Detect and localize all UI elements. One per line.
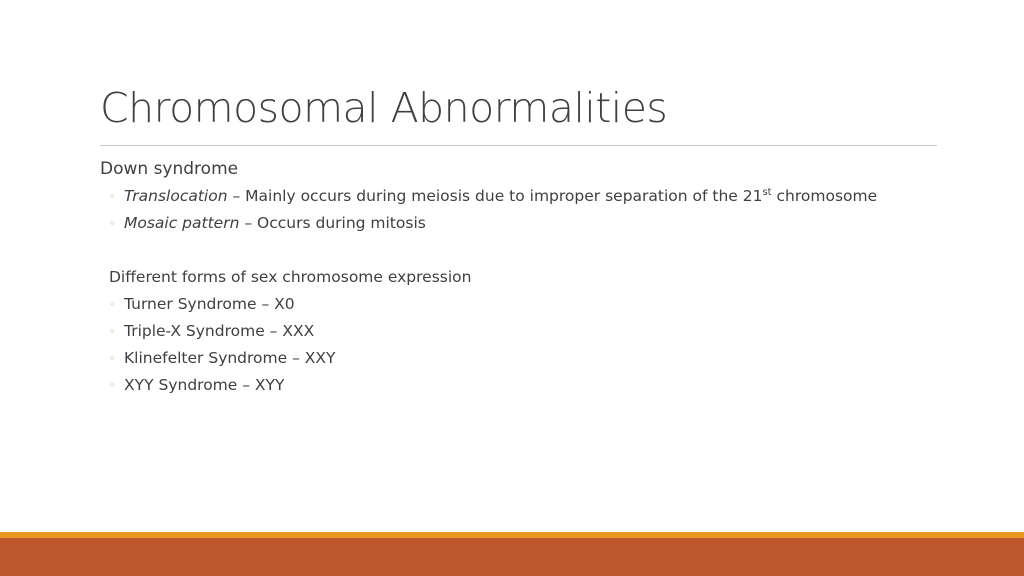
bullet-icon: ◦	[109, 352, 116, 365]
separator: –	[239, 214, 258, 232]
list-item	[100, 291, 940, 318]
title-divider	[100, 145, 937, 146]
translocation-text: Mainly occurs during meiosis due to improper separation of the 21	[245, 187, 763, 205]
spacer	[100, 237, 940, 264]
translocation-text-end: chromosome	[771, 187, 878, 205]
bullet-icon: ◦	[109, 325, 116, 338]
mosaic-pattern-text: Occurs during mitosis	[257, 214, 426, 232]
bullet-icon: ◦	[109, 379, 116, 392]
slide-title: Chromosomal Abnormalities	[100, 84, 668, 132]
list-item-text: Triple-X Syndrome – XXX	[124, 322, 315, 340]
list-item-text: XYY Syndrome – XYY	[124, 376, 285, 394]
list-item-text: Turner Syndrome – X0	[124, 295, 295, 313]
separator: –	[227, 187, 246, 205]
slide-body	[100, 156, 940, 399]
term-mosaic-pattern: Mosaic pattern	[124, 214, 240, 232]
list-item-text: Klinefelter Syndrome – XXY	[124, 349, 336, 367]
footer-band	[0, 538, 1024, 576]
list-item-mosaic-pattern	[100, 210, 940, 237]
section-heading-sex-chromosome: Different forms of sex chromosome expression	[109, 268, 472, 286]
list-item-translocation	[100, 183, 940, 210]
list-item	[100, 372, 940, 399]
bullet-icon: ◦	[109, 298, 116, 311]
bullet-icon: ◦	[109, 217, 116, 230]
bullet-icon: ◦	[109, 190, 116, 203]
ordinal-suffix: st	[762, 186, 772, 198]
list-item	[100, 318, 940, 345]
term-translocation: Translocation	[124, 187, 228, 205]
list-item	[100, 345, 940, 372]
section-heading-down-syndrome: Down syndrome	[100, 159, 239, 179]
